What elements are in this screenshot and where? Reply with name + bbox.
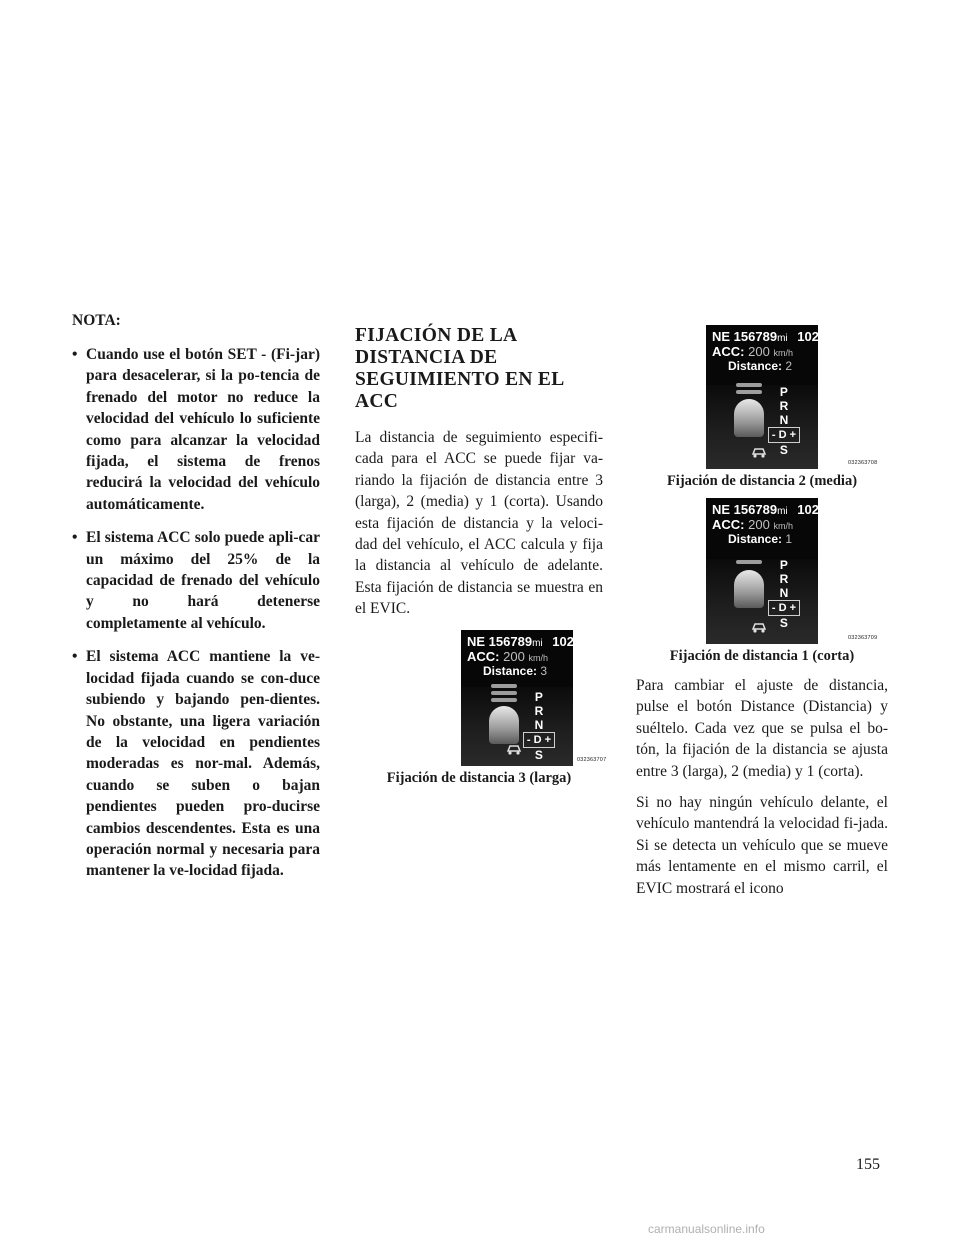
note-item: • Cuando use el botón SET - (Fi-jar) para desacelerar, si la po-tencia de frenado del motor no reduce la velocidad del vehículo lo suficiente como para alcanzar la velocidad fijada, el sistema de frenos reducirá la velocidad del vehículo automáticamente. (72, 344, 320, 515)
figure-caption: Fijación de distancia 3 (larga) (386, 769, 572, 786)
acc-car-icon (750, 620, 768, 634)
distance-bar (736, 383, 762, 387)
temperature-reading: 102˚ (797, 329, 824, 344)
temperature-reading: 102˚ (797, 502, 824, 517)
vehicle-ahead-icon (734, 570, 764, 608)
section-heading: FIJACIÓN DE LA DISTANCIA DE SEGUIMIENTO EN EL ACC (355, 325, 564, 412)
distance-bar (736, 390, 762, 394)
acc-speed: 200 (503, 648, 525, 664)
distance-label: Distance: (483, 663, 538, 678)
figure-code: 032363708 (848, 460, 878, 466)
note-item: • El sistema ACC mantiene la ve-locidad fijada cuando se con-duce subiendo y bajando pen-dientes. No obstante, una ligera variación de la velocidad en pendientes moderadas es nor-mal. Además, cuando se suben o bajan pendientes pueden pro-ducirse cambios descendentes. Esta es una operación normal y necesaria para mantener la ve-locidad fijada. (72, 646, 320, 881)
distance-label: Distance: (728, 532, 783, 546)
acc-car-icon (505, 742, 523, 756)
acc-car-icon (750, 445, 768, 459)
note-item: • El sistema ACC solo puede apli-car un máximo del 25% de la capacidad de frenado del vehículo y no hará detenerse completamente al vehículo. (72, 527, 320, 634)
acc-speed: 200 (748, 344, 770, 359)
left-column (72, 312, 320, 894)
right-column (636, 325, 888, 909)
body-paragraph: La distancia de seguimiento especifi-cada para el ACC se puede fijar va-riando la fijación de distancia entre 3 (larga), 2 (media) y 1 (corta). Usando esta fijación de distancia y la veloci-dad del vehículo, el ACC calcula y fija la distancia al vehículo de adelante. Esta fijación de distancia se muestra en el EVIC. (355, 429, 603, 618)
vehicle-ahead-icon (734, 399, 764, 437)
body-paragraph: Si no hay ningún vehículo delante, el vehículo mantendrá la velocidad fi-jada. Si se detecta un vehículo que se mueve más lentamente en el mismo carril, el EVIC mostrará el icono (636, 794, 888, 897)
gear-indicator: P R N - D + S (768, 558, 800, 630)
evic-screen: NE 156789mi 102˚ ACC: 200 km/h Distance: 3 P R N - D + S (461, 630, 573, 766)
figure-code: 032363709 (848, 635, 878, 641)
page-number: 155 (856, 1156, 880, 1173)
distance-setting: 1 (785, 532, 793, 546)
odometer-reading: NE 156789 (712, 329, 778, 344)
distance-label: Distance: (728, 359, 783, 373)
distance-setting: 3 (540, 663, 548, 678)
distance-bar (491, 684, 517, 688)
note-heading: NOTA: (72, 312, 121, 329)
middle-column (355, 325, 607, 787)
note-list (72, 344, 320, 882)
figure-caption: Fijación de distancia 1 (corta) (669, 648, 855, 664)
gear-indicator: P R N - D + S (768, 385, 800, 457)
acc-label: ACC: (467, 648, 500, 664)
vehicle-ahead-icon (489, 706, 519, 744)
body-paragraph: Para cambiar el ajuste de distancia, pulse el botón Distance (Distancia) y suéltelo. Cada vez que se pulsa el bo-tón, la fijación de la distancia se ajusta entre 3 (larga), 2 (media) y 1 (corta). (636, 677, 888, 780)
temperature-reading: 102˚ (552, 633, 579, 649)
figure-distance-2 (636, 325, 888, 490)
distance-bar (736, 560, 762, 564)
odometer-reading: NE 156789 (712, 502, 778, 517)
figure-caption: Fijación de distancia 2 (media) (666, 473, 858, 489)
acc-speed: 200 (748, 517, 770, 532)
distance-bar (491, 691, 517, 695)
acc-label: ACC: (712, 517, 745, 532)
watermark: carmanualsonline.info (648, 1222, 765, 1236)
distance-bar (491, 698, 517, 702)
figure-distance-1 (636, 498, 888, 665)
distance-setting: 2 (785, 359, 793, 373)
figure-code: 032363707 (577, 756, 607, 763)
odometer-reading: NE 156789 (467, 633, 533, 649)
figure-distance-3 (386, 630, 607, 787)
evic-screen: NE 156789mi 102˚ ACC: 200 km/h Distance: 2 P R N - D + S (706, 325, 818, 469)
evic-screen: NE 156789mi 102˚ ACC: 200 km/h Distance: 1 P R N - D + S (706, 498, 818, 644)
acc-label: ACC: (712, 344, 745, 359)
gear-indicator: P R N - D + S (523, 690, 555, 762)
